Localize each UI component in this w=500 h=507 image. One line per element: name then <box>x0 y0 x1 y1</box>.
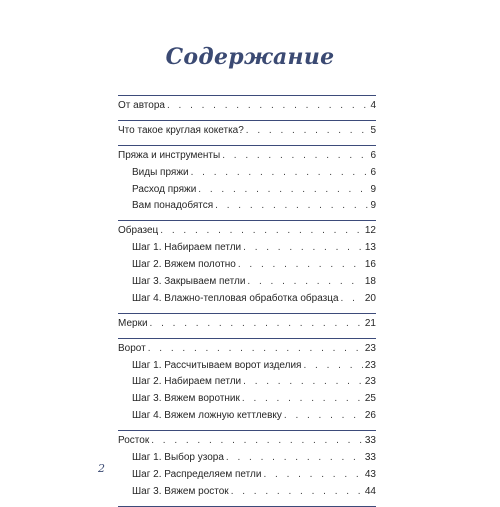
toc-entry[interactable] <box>118 341 376 358</box>
dot-leader <box>151 433 363 450</box>
toc-section <box>118 313 376 338</box>
toc-subentry[interactable] <box>118 257 376 274</box>
toc-entry-label: Росток <box>118 435 150 447</box>
toc-entry-label: Шаг 1. Рассчитываем ворот изделия <box>132 359 302 371</box>
toc-section <box>118 220 376 312</box>
toc-entry-label: Вам понадобятся <box>132 200 214 212</box>
toc-subentry[interactable] <box>118 374 376 391</box>
toc-entry-page: 23 <box>364 342 376 354</box>
toc-entry-page: 16 <box>364 259 376 271</box>
toc-entry-label: Шаг 4. Вяжем ложную кеттлевку <box>132 410 282 422</box>
toc-entry-page: 20 <box>364 292 376 304</box>
toc-section <box>118 430 376 507</box>
toc-entry-page: 21 <box>364 317 376 329</box>
toc-entry-label: Образец <box>118 225 159 237</box>
toc-entry[interactable] <box>118 223 376 240</box>
toc-subentry[interactable] <box>118 165 376 182</box>
toc-entry-label: Шаг 2. Набираем петли <box>132 376 242 388</box>
dot-leader <box>243 374 363 391</box>
dot-leader <box>243 240 363 257</box>
table-of-contents <box>118 95 376 507</box>
dot-leader <box>167 98 368 115</box>
dot-leader <box>242 391 363 408</box>
toc-entry[interactable] <box>118 316 376 333</box>
dot-leader <box>226 450 363 467</box>
toc-subentry[interactable] <box>118 450 376 467</box>
dot-leader <box>148 341 363 358</box>
toc-entry-page: 23 <box>364 359 376 371</box>
toc-subentry[interactable] <box>118 484 376 501</box>
toc-subentry[interactable] <box>118 198 376 215</box>
toc-entry[interactable] <box>118 433 376 450</box>
toc-entry-label: Шаг 2. Распределяем петли <box>132 468 262 480</box>
toc-section <box>118 338 376 430</box>
toc-subentry[interactable] <box>118 358 376 375</box>
toc-subentry[interactable] <box>118 182 376 199</box>
toc-entry-label: Шаг 1. Выбор узора <box>132 452 224 464</box>
toc-entry-page: 6 <box>370 166 376 178</box>
toc-entry[interactable] <box>118 148 376 165</box>
toc-entry-label: Что такое круглая кокетка? <box>118 124 244 136</box>
toc-entry-page: 23 <box>364 376 376 388</box>
dot-leader <box>284 408 363 425</box>
toc-section <box>118 95 376 120</box>
toc-entry-label: Виды пряжи <box>132 166 189 178</box>
toc-entry-page: 25 <box>364 393 376 405</box>
toc-entry[interactable] <box>118 98 376 115</box>
toc-subentry[interactable] <box>118 240 376 257</box>
toc-entry-page: 12 <box>364 225 376 237</box>
dot-leader <box>247 274 362 291</box>
toc-entry-page: 33 <box>364 435 376 447</box>
toc-entry-label: Шаг 1. Набираем петли <box>132 242 242 254</box>
toc-entry-page: 5 <box>370 124 376 136</box>
page-title: Содержание <box>165 44 335 70</box>
toc-entry-label: Шаг 2. Вяжем полотно <box>132 259 236 271</box>
dot-leader <box>231 484 363 501</box>
dot-leader <box>215 198 368 215</box>
toc-entry-label: Ворот <box>118 342 146 354</box>
dot-leader <box>263 467 362 484</box>
page-number: 2 <box>98 462 105 475</box>
dot-leader <box>246 123 369 140</box>
toc-entry-page: 26 <box>364 410 376 422</box>
dot-leader <box>222 148 368 165</box>
dot-leader <box>238 257 363 274</box>
toc-entry-page: 18 <box>364 276 376 288</box>
dot-leader <box>198 182 368 199</box>
toc-entry-page: 9 <box>370 200 376 212</box>
toc-subentry[interactable] <box>118 391 376 408</box>
dot-leader <box>303 358 362 375</box>
toc-subentry[interactable] <box>118 291 376 308</box>
toc-entry-page: 6 <box>370 149 376 161</box>
toc-entry-label: Шаг 4. Влажно-тепловая обработка образца <box>132 292 339 304</box>
toc-entry-page: 13 <box>364 242 376 254</box>
toc-entry-page: 44 <box>364 485 376 497</box>
toc-subentry[interactable] <box>118 467 376 484</box>
toc-subentry[interactable] <box>118 274 376 291</box>
toc-entry-label: Расход пряжи <box>132 183 197 195</box>
toc-entry-page: 9 <box>370 183 376 195</box>
toc-entry-label: От автора <box>118 100 165 111</box>
dot-leader <box>341 291 363 308</box>
toc-subentry[interactable] <box>118 408 376 425</box>
dot-leader <box>160 223 363 240</box>
toc-entry-page: 43 <box>364 468 376 480</box>
toc-entry-label: Пряжа и инструменты <box>118 149 221 161</box>
toc-entry-label: Шаг 3. Вяжем воротник <box>132 393 240 405</box>
toc-entry-page: 33 <box>364 452 376 464</box>
toc-entry[interactable] <box>118 123 376 140</box>
toc-entry-label: Шаг 3. Закрываем петли <box>132 276 246 288</box>
toc-entry-label: Шаг 3. Вяжем росток <box>132 485 229 497</box>
toc-entry-label: Мерки <box>118 317 148 329</box>
toc-section <box>118 145 376 221</box>
toc-section <box>118 120 376 145</box>
dot-leader <box>191 165 369 182</box>
toc-entry-page: 4 <box>370 100 376 111</box>
dot-leader <box>150 316 363 333</box>
